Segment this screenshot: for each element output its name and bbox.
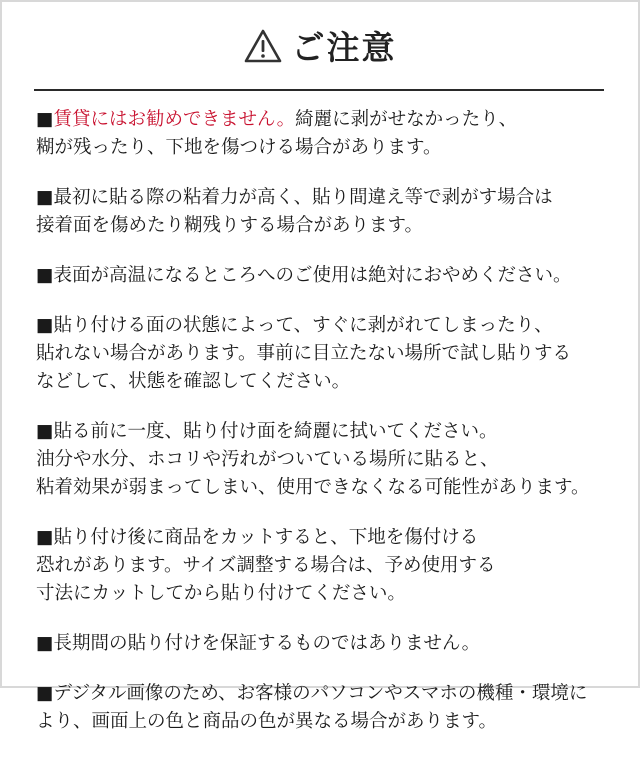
note-highlight: 賃貸にはお勧めできません。 <box>53 109 296 130</box>
note-text: 最初に貼る際の粘着力が高く、貼り間違え等で剥がす場合は <box>53 187 553 208</box>
note-text: 綺麗に剥がせなかったり、 <box>295 109 518 130</box>
note-line <box>36 418 626 446</box>
bullet-square: ■ <box>36 527 54 548</box>
notes-list <box>36 106 626 758</box>
bullet-square: ■ <box>36 421 54 442</box>
note-line: 油分や水分、ホコリや汚れがついている場所に貼ると、 <box>36 449 499 470</box>
note-rental <box>36 106 626 162</box>
note-surface <box>36 312 626 396</box>
note-line: 接着面を傷めたり糊残りする場合があります。 <box>36 215 424 236</box>
note-line: 恐れがあります。サイズ調整する場合は、予め使用する <box>36 555 496 576</box>
note-line: より、画面上の色と商品の色が異なる場合があります。 <box>36 711 498 732</box>
note-line <box>36 312 626 340</box>
bullet-square: ■ <box>36 683 54 704</box>
note-text: 貼る前に一度、貼り付け面を綺麗に拭いてください。 <box>53 421 498 442</box>
note-cutting <box>36 524 626 608</box>
bullet-square: ■ <box>36 109 54 130</box>
note-color <box>36 680 626 736</box>
note-line <box>36 262 626 290</box>
note-text: デジタル画像のため、お客様のパソコンやスマホの機種・環境に <box>53 683 588 704</box>
note-line: などして、状態を確認してください。 <box>36 371 351 392</box>
notice-header <box>0 22 640 69</box>
note-durability <box>36 630 626 658</box>
note-line <box>36 680 626 708</box>
note-cleaning <box>36 418 626 502</box>
bullet-square: ■ <box>36 633 54 654</box>
note-heat <box>36 262 626 290</box>
note-text: 表面が高温になるところへのご使用は絶対におやめください。 <box>53 265 572 286</box>
note-line <box>36 184 626 212</box>
note-text: 貼り付ける面の状態によって、すぐに剥がれてしまったり、 <box>53 315 553 336</box>
bullet-square: ■ <box>36 315 54 336</box>
note-line: 貼れない場合があります。事前に目立たない場所で試し貼りする <box>36 343 572 364</box>
note-line: 粘着効果が弱まってしまい、使用できなくなる可能性があります。 <box>36 477 590 498</box>
note-line: 糊が残ったり、下地を傷つける場合があります。 <box>36 137 442 158</box>
note-line <box>36 106 626 134</box>
note-adhesion <box>36 184 626 240</box>
warning-triangle-icon <box>244 29 282 63</box>
note-text: 長期間の貼り付けを保証するものではありません。 <box>53 633 481 654</box>
note-line: 寸法にカットしてから貼り付けてください。 <box>36 583 406 604</box>
note-text: 貼り付け後に商品をカットすると、下地を傷付ける <box>53 527 479 548</box>
note-line <box>36 524 626 552</box>
title-divider <box>34 89 604 91</box>
note-line <box>36 630 626 658</box>
bullet-square: ■ <box>36 187 54 208</box>
page-title: ご注意 <box>291 28 397 67</box>
bullet-square: ■ <box>36 265 54 286</box>
